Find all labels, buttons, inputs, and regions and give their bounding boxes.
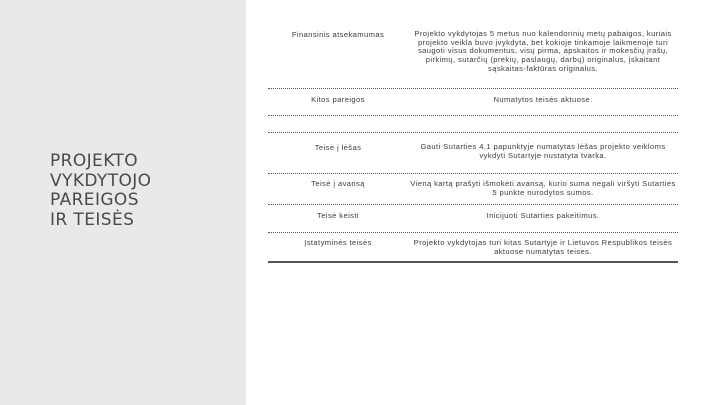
left-title-panel <box>0 0 246 405</box>
row-label: Kitos pareigos <box>311 95 365 104</box>
row-label: Teisė į avansą <box>311 179 365 188</box>
row-description: Vieną kartą prašyti išmokėti avansą, kurio suma negali viršyti Sutarties 5 punkte nurodytos sumos. <box>410 179 676 198</box>
obligations-rights-table <box>268 26 678 263</box>
row-description: Inicijuoti Sutarties pakeitimus. <box>486 211 600 220</box>
row-description: Numatytos teisės aktuose. <box>493 95 593 104</box>
table-row <box>268 133 678 174</box>
row-label: Teisė keisti <box>317 211 359 220</box>
row-label: Įstatyminės teisės <box>304 238 372 247</box>
table-row <box>268 205 678 233</box>
row-label: Teisė į lėšas <box>314 143 362 152</box>
table-row <box>268 116 678 133</box>
row-description: Projekto vykdytojas 5 metus nuo kalendorinių metų pabaigos, kuriais projekto veikla buvo įvykdyta, bet kokioje tinkamoje laikmenoje turi saugoti visus dokumentus, visų pirma, apskaitos ir mokesčių įrašų, pirkimų, sutarčių (prekių, paslaugų, darbų) originalus, įskaitant sąskaitas-faktūras originalus. <box>414 29 672 73</box>
table-row <box>268 89 678 116</box>
table-row <box>268 233 678 263</box>
row-description: Projekto vykdytojas turi kitas Sutartyje ir Lietuvos Respublikos teisės aktuose numatytas teises. <box>413 238 673 257</box>
table-row <box>268 174 678 205</box>
page-title: PROJEKTO VYKDYTOJO PAREIGOS IR TEISĖS <box>50 151 152 230</box>
table-row <box>268 26 678 89</box>
row-description: Gauti Sutarties 4.1 papunktyje numatytas lėšas projekto veikloms vykdyti Sutartyje nustatyta tvarka. <box>420 142 666 161</box>
row-label: Finansinis atsekamumas <box>291 30 385 39</box>
